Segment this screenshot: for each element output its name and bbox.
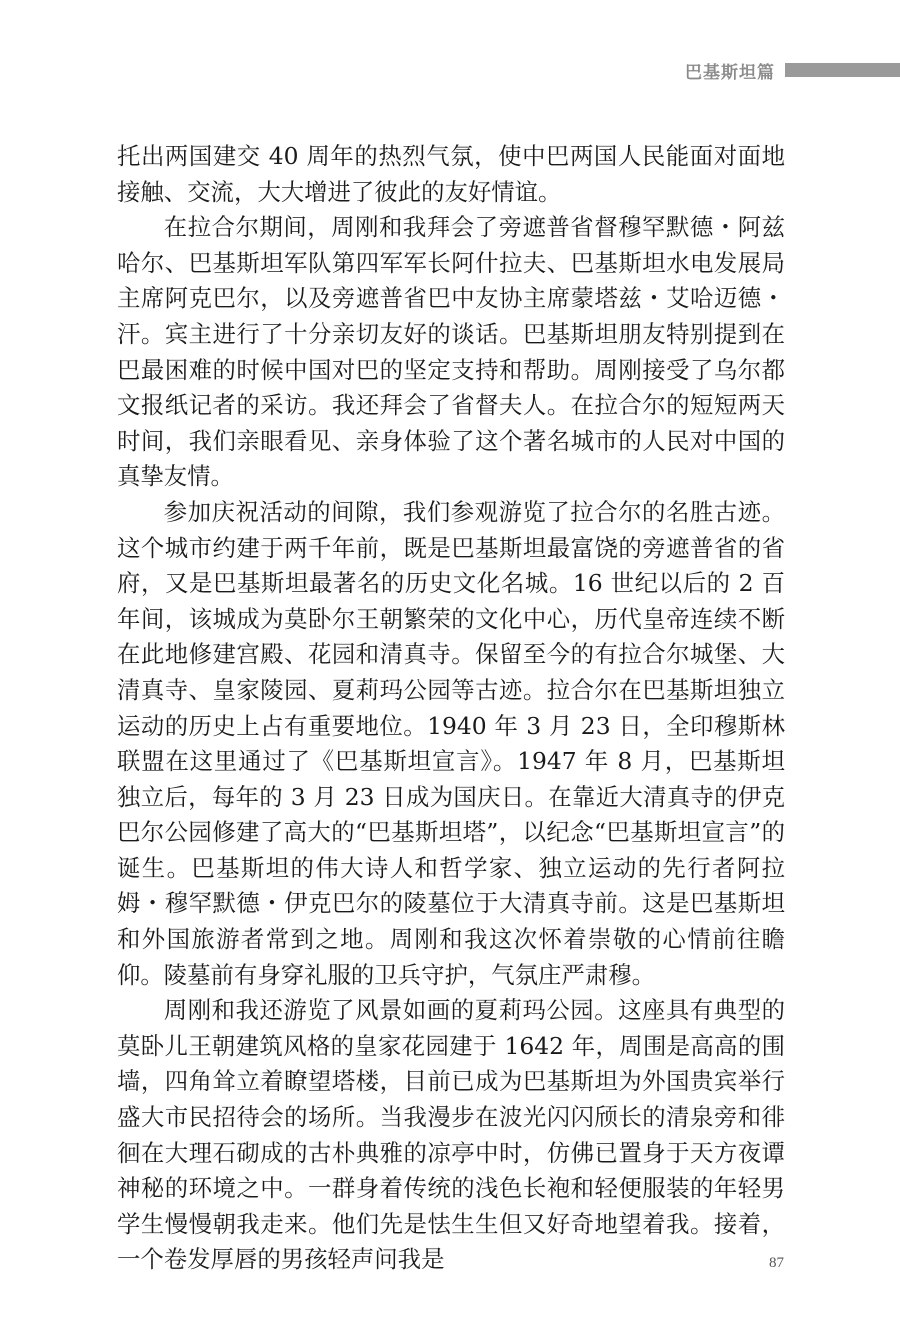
- paragraph: 参加庆祝活动的间隙，我们参观游览了拉合尔的名胜古迹。这个城市约建于两千年前，既是巴基斯坦最富饶的旁遮普省的省府，又是巴基斯坦最著名的历史文化名城。16 世纪以后的 2 百年间，该城成为莫卧尔王朝繁荣的文化中心，历代皇帝连续不断在此地修建宫殿、花园和清真寺。保留至今的有拉合尔城堡、大清真寺、皇家陵园、夏莉玛公园等古迹。拉合尔在巴基斯坦独立运动的历史上占有重要地位。1940 年 3 月 23 日，全印穆斯林联盟在这里通过了《巴基斯坦宣言》。1947 年 8 月，巴基斯坦独立后，每年的 3 月 23 日成为国庆日。在靠近大清真寺的伊克巴尔公园修建了高大的“巴基斯坦塔”，以纪念“巴基斯坦宣言”的诞生。巴基斯坦的伟大诗人和哲学家、独立运动的先行者阿拉姆・穆罕默德・伊克巴尔的陵墓位于大清真寺前。这是巴基斯坦和外国旅游者常到之地。周刚和我这次怀着崇敬的心情前往瞻仰。陵墓前有身穿礼服的卫兵守护，气氛庄严肃穆。: [117, 497, 785, 989]
- running-header: [685, 58, 900, 82]
- body-text: [117, 139, 785, 1278]
- page-number: 87: [769, 1255, 784, 1271]
- paragraph: 在拉合尔期间，周刚和我拜会了旁遮普省督穆罕默德・阿兹哈尔、巴基斯坦军队第四军军长阿什拉夫、巴基斯坦水电发展局主席阿克巴尔，以及旁遮普省巴中友协主席蒙塔兹・艾哈迈德・汗。宾主进行了十分亲切友好的谈话。巴基斯坦朋友特别提到在巴最困难的时候中国对巴的坚定支持和帮助。周刚接受了乌尔都文报纸记者的采访。我还拜会了省督夫人。在拉合尔的短短两天时间，我们亲眼看见、亲身体验了这个著名城市的人民对中国的真挚友情。: [117, 213, 785, 491]
- paragraph: 托出两国建交 40 周年的热烈气氛，使中巴两国人民能面对面地接触、交流，大大增进了彼此的友好情谊。: [117, 142, 785, 206]
- paragraph: 周刚和我还游览了风景如画的夏莉玛公园。这座具有典型的莫卧儿王朝建筑风格的皇家花园建于 1642 年，周围是高高的围墙，四角耸立着瞭望塔楼，目前已成为巴基斯坦为外国贵宾举行盛大市民招待会的场所。当我漫步在波光闪闪颀长的清泉旁和徘徊在大理石砌成的古朴典雅的凉亭中时，仿佛已置身于天方夜谭神秘的环境之中。一群身着传统的浅色长袍和轻便服装的年轻男学生慢慢朝我走来。他们先是怯生生但又好奇地望着我。接着，一个卷发厚唇的男孩轻声问我是: [117, 996, 785, 1274]
- header-decorative-bar: [785, 63, 900, 77]
- section-title: 巴基斯坦篇: [685, 62, 775, 83]
